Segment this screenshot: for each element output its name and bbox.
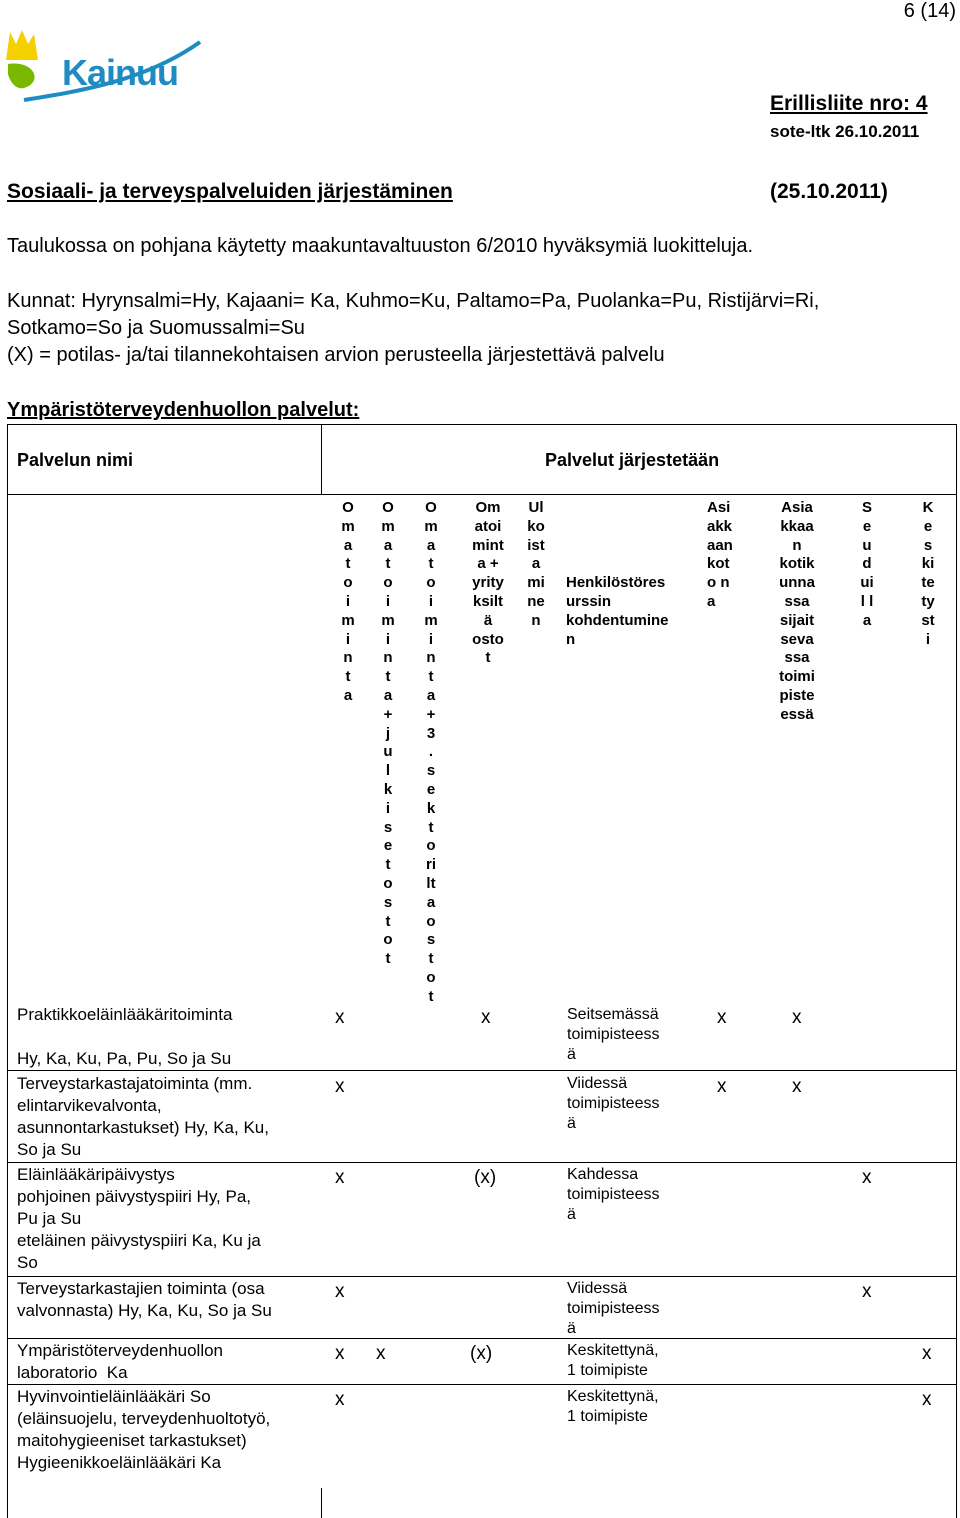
column-header: K e s ki te ty st i xyxy=(921,499,935,648)
logo-text: Kainuu xyxy=(62,52,178,93)
service-name: Eläinlääkäripäivystys pohjoinen päivystyspiiri Hy, Pa, Pu ja Su eteläinen päivystyspiiri Ka, Ku ja So xyxy=(17,1165,261,1272)
mark: x xyxy=(335,1007,345,1028)
row-divider xyxy=(7,1070,957,1071)
intro-line: Sotkamo=So ja Suomussalmi=Su xyxy=(7,317,305,339)
location-note: Kahdessa toimipisteess ä xyxy=(567,1166,660,1223)
location-note: Viidessä toimipisteess ä xyxy=(567,1075,660,1132)
section-title: Ympäristöterveydenhuollon palvelut: xyxy=(7,399,360,421)
mark: x xyxy=(862,1281,872,1302)
mark: x xyxy=(481,1007,491,1028)
mark: x xyxy=(792,1076,802,1097)
column-header-service-name: Palvelun nimi xyxy=(17,450,134,470)
column-header: O m a t o i m i n t a + j u l k i s e t o s t o t xyxy=(381,499,395,968)
page-number: 6 (14) xyxy=(903,0,956,22)
mark: x xyxy=(335,1343,345,1364)
mark: x xyxy=(922,1343,932,1364)
row-divider xyxy=(7,1276,957,1277)
meeting-reference: sote-ltk 26.10.2011 xyxy=(770,122,920,141)
document-title: Sosiaali- ja terveyspalveluiden järjestäminen xyxy=(7,180,453,203)
mark: x xyxy=(717,1076,727,1097)
document-date: (25.10.2011) xyxy=(770,180,888,203)
column-header: S e u d ui l l a xyxy=(860,499,874,629)
row-divider xyxy=(7,1162,957,1163)
service-name: Terveystarkastajatoiminta (mm. elintarvikevalvonta, asunnontarkastukset) Hy, Ka, Ku, So ja Su xyxy=(17,1074,269,1159)
mark: x xyxy=(922,1389,932,1410)
column-header: Asia kkaa n kotik unna ssa sijait seva ssa toimi piste essä xyxy=(779,499,815,723)
location-note: Seitsemässä toimipisteess ä xyxy=(567,1006,660,1063)
service-name: Praktikkoeläinlääkäritoiminta Hy, Ka, Ku, Pa, Pu, So ja Su xyxy=(17,1005,233,1068)
service-name: Hyvinvointieläinlääkäri So (eläinsuojelu, terveydenhuoltotyö, maitohygieeniset tarkastukset) Hygieenikkoeläinlääkäri Ka xyxy=(17,1387,271,1472)
intro-line: Kunnat: Hyrynsalmi=Hy, Kajaani= Ka, Kuhmo=Ku, Paltamo=Pa, Puolanka=Pu, Ristijärvi=Ri, xyxy=(7,290,820,312)
row-divider xyxy=(7,1338,957,1339)
location-note: Viidessä toimipisteess ä xyxy=(567,1280,660,1337)
column-header: Ul ko ist a mi ne n xyxy=(527,499,545,629)
intro-line: (X) = potilas- ja/tai tilannekohtaisen arvion perusteella järjestettävä palvelu xyxy=(7,344,665,366)
table-left-column-edge xyxy=(321,1488,322,1518)
attachment-number: Erillisliite nro: 4 xyxy=(770,92,928,115)
column-header: O m a t o i m i n t a + 3 . s e k t o ri lt a o s t o t xyxy=(424,499,438,1005)
service-name: Ympäristöterveydenhuollon laboratorio Ka xyxy=(17,1341,224,1382)
row-divider xyxy=(7,1384,957,1385)
mark: x xyxy=(792,1007,802,1028)
column-header: Henkilöstöres urssin kohdentumine n xyxy=(566,574,669,648)
service-name: Terveystarkastajien toiminta (osa valvonnasta) Hy, Ka, Ku, So ja Su xyxy=(17,1279,272,1320)
column-header: Asi akk aan kot o n a xyxy=(707,499,733,610)
mark: x xyxy=(335,1389,345,1410)
table-header-divider xyxy=(7,494,957,495)
mark: x xyxy=(335,1076,345,1097)
mark: (x) xyxy=(474,1167,497,1188)
location-note: Keskitettynä, 1 toimipiste xyxy=(567,1388,659,1425)
mark: x xyxy=(717,1007,727,1028)
mark: x xyxy=(335,1167,345,1188)
table-header-column-divider xyxy=(321,424,322,494)
mark: x xyxy=(376,1343,386,1364)
mark: (x) xyxy=(470,1343,493,1364)
mark: x xyxy=(335,1281,345,1302)
intro-line: Taulukossa on pohjana käytetty maakuntavaltuuston 6/2010 hyväksymiä luokitteluja. xyxy=(7,235,754,257)
location-note: Keskitettynä, 1 toimipiste xyxy=(567,1342,659,1379)
mark: x xyxy=(862,1167,872,1188)
column-header: Om atoi mint a + yrity ksilt ä osto t xyxy=(472,499,504,667)
column-header-arrangement: Palvelut järjestetään xyxy=(545,450,720,470)
column-header: O m a t o i m i n t a xyxy=(341,499,355,704)
